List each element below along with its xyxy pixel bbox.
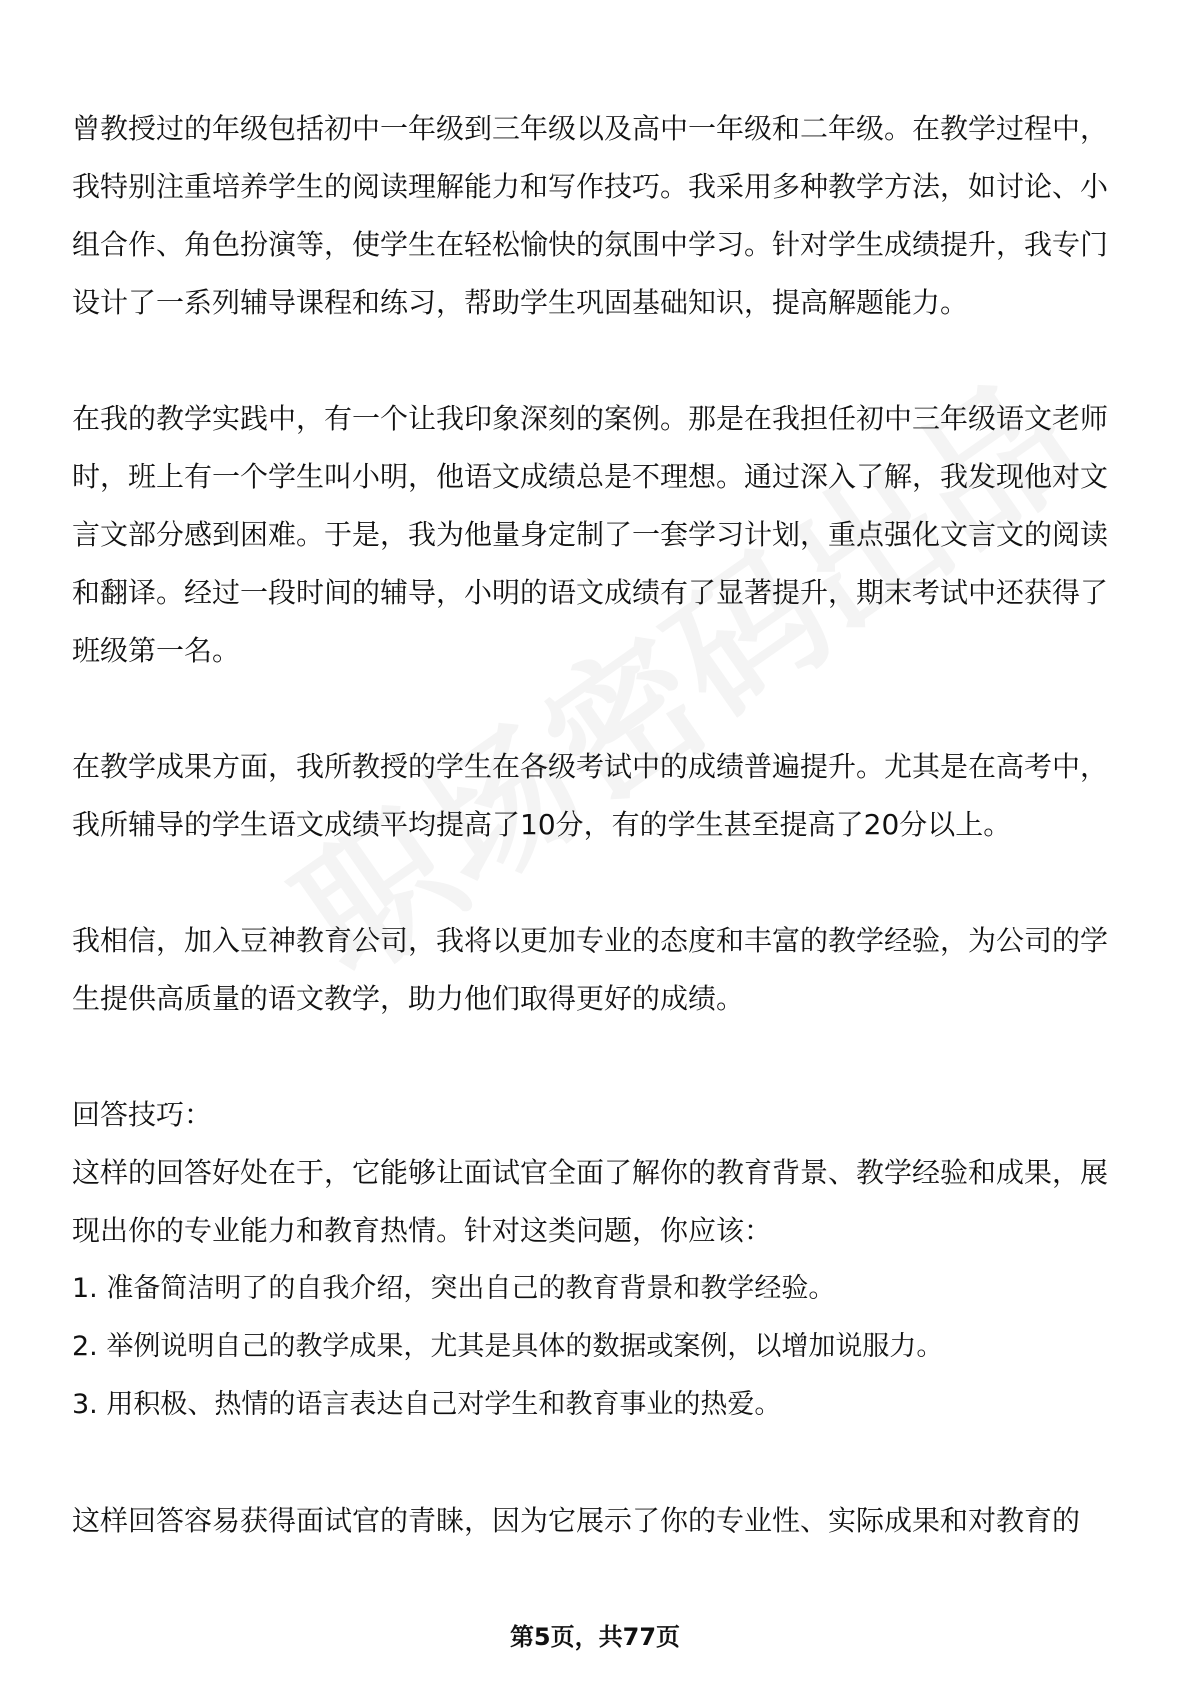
spacer: [72, 680, 1118, 738]
spacer: [72, 854, 1118, 912]
paragraph-final: 这样回答容易获得面试官的青睐，因为它展示了你的专业性、实际成果和对教育的: [72, 1504, 1081, 1537]
document-body: [72, 100, 1118, 1550]
paragraph-results: 在教学成果方面，我所教授的学生在各级考试中的成绩普遍提升。尤其是在高考中，我所辅导的学生语文成绩平均提高了10分，有的学生甚至提高了20分以上。: [72, 750, 1109, 841]
tips-intro: 这样的回答好处在于，它能够让面试官全面了解你的教育背景、教学经验和成果，展现出你的专业能力和教育热情。针对这类问题，你应该：: [72, 1156, 1109, 1247]
spacer: [72, 332, 1118, 390]
spacer: [72, 1434, 1118, 1492]
page-number: 第5页，共77页: [509, 1623, 681, 1651]
tips-item-1: 1. 准备简洁明了的自我介绍，突出自己的教育背景和教学经验。: [72, 1273, 836, 1304]
paragraph-case-study: 在我的教学实践中，有一个让我印象深刻的案例。那是在我担任初中三年级语文老师时，班上有一个学生叫小明，他语文成绩总是不理想。通过深入了解，我发现他对文言文部分感到困难。于是，我为他量身定制了一套学习计划，重点强化文言文的阅读和翻译。经过一段时间的辅导，小明的语文成绩有了显著提升，期末考试中还获得了班级第一名。: [72, 402, 1109, 667]
tips-item-3: 3. 用积极、热情的语言表达自己对学生和教育事业的热爱。: [72, 1389, 782, 1420]
spacer: [72, 1028, 1118, 1086]
paragraph-conclusion: 我相信，加入豆神教育公司，我将以更加专业的态度和丰富的教学经验，为公司的学生提供高质量的语文教学，助力他们取得更好的成绩。: [72, 924, 1109, 1015]
paragraph-teaching-grades: 曾教授过的年级包括初中一年级到三年级以及高中一年级和二年级。在教学过程中，我特别注重培养学生的阅读理解能力和写作技巧。我采用多种教学方法，如讨论、小组合作、角色扮演等，使学生在轻松愉快的氛围中学习。针对学生成绩提升，我专门设计了一系列辅导课程和练习，帮助学生巩固基础知识，提高解题能力。: [72, 112, 1109, 319]
tips-heading: 回答技巧：: [72, 1098, 213, 1131]
tips-item-2: 2. 举例说明自己的教学成果，尤其是具体的数据或案例，以增加说服力。: [72, 1331, 944, 1362]
